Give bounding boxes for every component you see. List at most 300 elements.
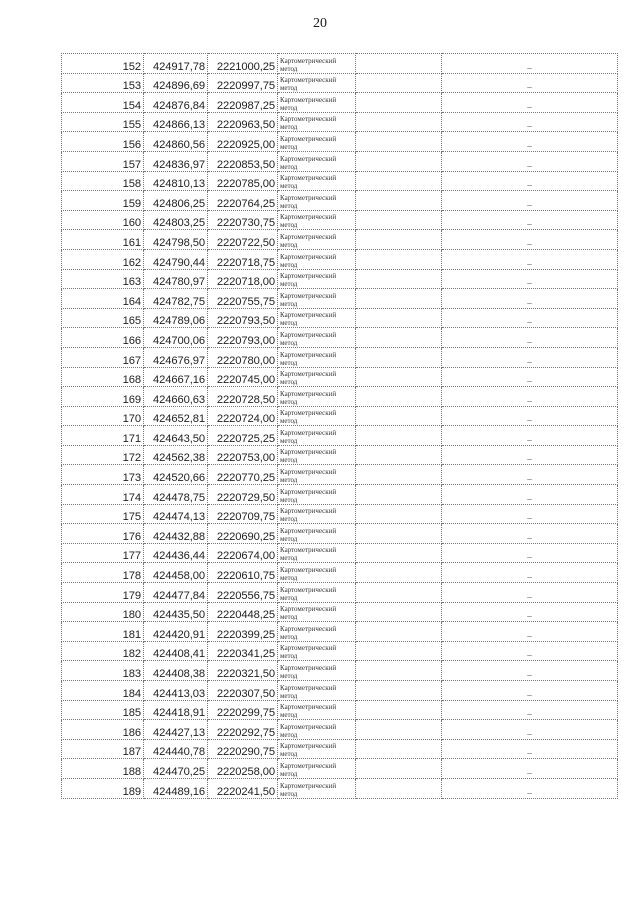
x-coordinate-cell: 424418,91 <box>144 700 208 720</box>
page-number: 20 <box>313 16 327 31</box>
method-cell <box>278 445 356 465</box>
dash-cell: – <box>442 249 618 269</box>
method-cell <box>278 308 356 328</box>
y-coordinate-cell: 2220745,00 <box>208 367 278 387</box>
x-coordinate-cell: 424427,13 <box>144 720 208 740</box>
method-cell <box>278 93 356 113</box>
method-line-1: Картометрический <box>280 389 337 398</box>
dash-cell: – <box>442 191 618 211</box>
point-number-cell: 171 <box>62 426 144 446</box>
dash-cell: – <box>442 112 618 132</box>
empty-cell <box>356 347 442 367</box>
empty-cell <box>356 445 442 465</box>
dash-cell: – <box>442 387 618 407</box>
y-coordinate-cell: 2220258,00 <box>208 759 278 779</box>
y-coordinate-cell: 2220290,75 <box>208 739 278 759</box>
method-line-2: метод <box>280 632 298 641</box>
table-row <box>62 328 618 348</box>
point-number-cell: 181 <box>62 622 144 642</box>
dash-cell: – <box>442 641 618 661</box>
empty-cell <box>356 367 442 387</box>
coordinates-table <box>61 53 618 799</box>
table-row <box>62 73 618 93</box>
dash-cell: – <box>442 563 618 583</box>
method-line-2: метод <box>280 789 298 798</box>
point-number-cell: 185 <box>62 700 144 720</box>
point-number-cell: 183 <box>62 661 144 681</box>
method-line-2: метод <box>280 221 298 230</box>
empty-cell <box>356 308 442 328</box>
point-number-cell: 152 <box>62 54 144 74</box>
table-row <box>62 406 618 426</box>
empty-cell <box>356 504 442 524</box>
method-cell <box>278 681 356 701</box>
method-line-1: Картометрический <box>280 428 337 437</box>
table-row <box>62 112 618 132</box>
empty-cell <box>356 249 442 269</box>
empty-cell <box>356 778 442 798</box>
empty-cell <box>356 210 442 230</box>
method-cell <box>278 485 356 505</box>
method-line-2: метод <box>280 299 298 308</box>
empty-cell <box>356 700 442 720</box>
method-line-1: Картометрический <box>280 605 337 614</box>
method-line-1: Картометрический <box>280 56 337 65</box>
empty-cell <box>356 681 442 701</box>
point-number-cell: 186 <box>62 720 144 740</box>
point-number-cell: 156 <box>62 132 144 152</box>
method-line-2: метод <box>280 182 298 191</box>
method-cell <box>278 249 356 269</box>
table-row <box>62 249 618 269</box>
y-coordinate-cell: 2220722,50 <box>208 230 278 250</box>
y-coordinate-cell: 2220718,75 <box>208 249 278 269</box>
x-coordinate-cell: 424806,25 <box>144 191 208 211</box>
empty-cell <box>356 191 442 211</box>
empty-cell <box>356 230 442 250</box>
x-coordinate-cell: 424836,97 <box>144 151 208 171</box>
y-coordinate-cell: 2220292,75 <box>208 720 278 740</box>
empty-cell <box>356 602 442 622</box>
table-body <box>62 54 618 799</box>
method-line-2: метод <box>280 769 298 778</box>
dash-cell: – <box>442 151 618 171</box>
method-cell <box>278 289 356 309</box>
point-number-cell: 177 <box>62 543 144 563</box>
y-coordinate-cell: 2220730,75 <box>208 210 278 230</box>
x-coordinate-cell: 424700,06 <box>144 328 208 348</box>
point-number-cell: 189 <box>62 778 144 798</box>
table-row <box>62 171 618 191</box>
table-row <box>62 504 618 524</box>
method-cell <box>278 347 356 367</box>
empty-cell <box>356 269 442 289</box>
method-line-1: Картометрический <box>280 742 337 751</box>
dash-cell: – <box>442 700 618 720</box>
table-row <box>62 210 618 230</box>
x-coordinate-cell: 424440,78 <box>144 739 208 759</box>
x-coordinate-cell: 424432,88 <box>144 524 208 544</box>
method-cell <box>278 210 356 230</box>
dash-cell: – <box>442 720 618 740</box>
dash-cell: – <box>442 602 618 622</box>
point-number-cell: 170 <box>62 406 144 426</box>
point-number-cell: 179 <box>62 583 144 603</box>
y-coordinate-cell: 2220963,50 <box>208 112 278 132</box>
method-line-2: метод <box>280 534 298 543</box>
dash-cell: – <box>442 759 618 779</box>
x-coordinate-cell: 424413,03 <box>144 681 208 701</box>
method-line-2: метод <box>280 613 298 622</box>
method-line-1: Картометрический <box>280 252 337 261</box>
method-line-1: Картометрический <box>280 468 337 477</box>
x-coordinate-cell: 424477,84 <box>144 583 208 603</box>
method-line-1: Картометрический <box>280 781 337 790</box>
point-number-cell: 180 <box>62 602 144 622</box>
dash-cell: – <box>442 347 618 367</box>
method-line-1: Картометрический <box>280 644 337 653</box>
point-number-cell: 176 <box>62 524 144 544</box>
dash-cell: – <box>442 54 618 74</box>
method-line-2: метод <box>280 515 298 524</box>
method-line-1: Картометрический <box>280 76 337 85</box>
method-line-1: Картометрический <box>280 272 337 281</box>
method-cell <box>278 406 356 426</box>
x-coordinate-cell: 424667,16 <box>144 367 208 387</box>
method-line-1: Картометрический <box>280 311 337 320</box>
point-number-cell: 178 <box>62 563 144 583</box>
method-cell <box>278 367 356 387</box>
method-cell <box>278 151 356 171</box>
x-coordinate-cell: 424798,50 <box>144 230 208 250</box>
y-coordinate-cell: 2220764,25 <box>208 191 278 211</box>
table-row <box>62 739 618 759</box>
y-coordinate-cell: 2220770,25 <box>208 465 278 485</box>
dash-cell: – <box>442 289 618 309</box>
method-line-1: Картометрический <box>280 95 337 104</box>
table-row <box>62 465 618 485</box>
method-cell <box>278 191 356 211</box>
point-number-cell: 173 <box>62 465 144 485</box>
x-coordinate-cell: 424876,84 <box>144 93 208 113</box>
table-row <box>62 602 618 622</box>
empty-cell <box>356 112 442 132</box>
x-coordinate-cell: 424643,50 <box>144 426 208 446</box>
table-row <box>62 759 618 779</box>
method-line-1: Картометрический <box>280 722 337 731</box>
y-coordinate-cell: 2220321,50 <box>208 661 278 681</box>
method-cell <box>278 387 356 407</box>
dash-cell: – <box>442 132 618 152</box>
dash-cell: – <box>442 426 618 446</box>
method-cell <box>278 112 356 132</box>
point-number-cell: 184 <box>62 681 144 701</box>
method-line-2: метод <box>280 123 298 132</box>
empty-cell <box>356 720 442 740</box>
empty-cell <box>356 132 442 152</box>
point-number-cell: 169 <box>62 387 144 407</box>
point-number-cell: 188 <box>62 759 144 779</box>
method-line-2: метод <box>280 750 298 759</box>
method-cell <box>278 504 356 524</box>
y-coordinate-cell: 2220785,00 <box>208 171 278 191</box>
method-line-1: Картометрический <box>280 193 337 202</box>
empty-cell <box>356 543 442 563</box>
table-row <box>62 347 618 367</box>
y-coordinate-cell: 2220793,00 <box>208 328 278 348</box>
method-line-1: Картометрический <box>280 585 337 594</box>
empty-cell <box>356 524 442 544</box>
method-cell <box>278 583 356 603</box>
table-row <box>62 543 618 563</box>
point-number-cell: 174 <box>62 485 144 505</box>
dash-cell: – <box>442 230 618 250</box>
method-cell <box>278 602 356 622</box>
table-row <box>62 681 618 701</box>
method-line-1: Картометрический <box>280 350 337 359</box>
empty-cell <box>356 426 442 446</box>
y-coordinate-cell: 2220755,75 <box>208 289 278 309</box>
method-line-1: Картометрический <box>280 664 337 672</box>
x-coordinate-cell: 424660,63 <box>144 387 208 407</box>
point-number-cell: 175 <box>62 504 144 524</box>
point-number-cell: 166 <box>62 328 144 348</box>
empty-cell <box>356 151 442 171</box>
dash-cell: – <box>442 778 618 798</box>
method-cell <box>278 230 356 250</box>
x-coordinate-cell: 424652,81 <box>144 406 208 426</box>
method-line-1: Картометрический <box>280 370 337 379</box>
method-line-1: Картометрический <box>280 134 337 143</box>
method-line-2: метод <box>280 240 298 249</box>
x-coordinate-cell: 424436,44 <box>144 543 208 563</box>
dash-cell: – <box>442 171 618 191</box>
x-coordinate-cell: 424803,25 <box>144 210 208 230</box>
dash-cell: – <box>442 328 618 348</box>
method-cell <box>278 641 356 661</box>
x-coordinate-cell: 424866,13 <box>144 112 208 132</box>
table-row <box>62 367 618 387</box>
x-coordinate-cell: 424435,50 <box>144 602 208 622</box>
point-number-cell: 172 <box>62 445 144 465</box>
dash-cell: – <box>442 681 618 701</box>
point-number-cell: 168 <box>62 367 144 387</box>
empty-cell <box>356 661 442 681</box>
method-cell <box>278 524 356 544</box>
x-coordinate-cell: 424917,78 <box>144 54 208 74</box>
method-cell <box>278 328 356 348</box>
table-row <box>62 93 618 113</box>
method-line-2: метод <box>280 730 298 739</box>
dash-cell: – <box>442 583 618 603</box>
table-row <box>62 641 618 661</box>
point-number-cell: 157 <box>62 151 144 171</box>
point-number-cell: 159 <box>62 191 144 211</box>
point-number-cell: 165 <box>62 308 144 328</box>
method-line-1: Картометрический <box>280 154 337 163</box>
method-cell <box>278 661 356 681</box>
table-row <box>62 151 618 171</box>
empty-cell <box>356 465 442 485</box>
method-line-1: Картометрический <box>280 526 337 535</box>
y-coordinate-cell: 2220709,75 <box>208 504 278 524</box>
dash-cell: – <box>442 485 618 505</box>
method-line-2: метод <box>280 554 298 563</box>
method-cell <box>278 759 356 779</box>
y-coordinate-cell: 2220241,50 <box>208 778 278 798</box>
dash-cell: – <box>442 269 618 289</box>
method-line-2: метод <box>280 711 298 720</box>
point-number-cell: 182 <box>62 641 144 661</box>
x-coordinate-cell: 424420,91 <box>144 622 208 642</box>
method-line-1: Картометрический <box>280 703 337 712</box>
method-line-1: Картометрический <box>280 232 337 241</box>
point-number-cell: 161 <box>62 230 144 250</box>
y-coordinate-cell: 2220690,25 <box>208 524 278 544</box>
empty-cell <box>356 328 442 348</box>
table-row <box>62 700 618 720</box>
table-row <box>62 269 618 289</box>
method-line-1: Картометрический <box>280 546 337 555</box>
dash-cell: – <box>442 367 618 387</box>
method-line-2: метод <box>280 476 298 485</box>
method-line-2: метод <box>280 672 298 680</box>
y-coordinate-cell: 2220925,00 <box>208 132 278 152</box>
table-row <box>62 563 618 583</box>
empty-cell <box>356 563 442 583</box>
method-cell <box>278 171 356 191</box>
dash-cell: – <box>442 406 618 426</box>
method-line-1: Картометрический <box>280 624 337 633</box>
method-line-2: метод <box>280 338 298 347</box>
y-coordinate-cell: 2220674,00 <box>208 543 278 563</box>
x-coordinate-cell: 424470,25 <box>144 759 208 779</box>
dash-cell: – <box>442 93 618 113</box>
dash-cell: – <box>442 504 618 524</box>
method-line-1: Картометрический <box>280 683 337 692</box>
method-cell <box>278 73 356 93</box>
y-coordinate-cell: 2220448,25 <box>208 602 278 622</box>
method-line-2: метод <box>280 652 298 661</box>
dash-cell: – <box>442 210 618 230</box>
point-number-cell: 158 <box>62 171 144 191</box>
empty-cell <box>356 54 442 74</box>
y-coordinate-cell: 2220307,50 <box>208 681 278 701</box>
x-coordinate-cell: 424474,13 <box>144 504 208 524</box>
y-coordinate-cell: 2220987,25 <box>208 93 278 113</box>
method-line-2: метод <box>280 495 298 504</box>
method-line-2: метод <box>280 436 298 445</box>
point-number-cell: 163 <box>62 269 144 289</box>
method-line-2: метод <box>280 456 298 465</box>
method-line-1: Картометрический <box>280 330 337 339</box>
method-line-2: метод <box>280 260 298 269</box>
table-row <box>62 132 618 152</box>
x-coordinate-cell: 424478,75 <box>144 485 208 505</box>
x-coordinate-cell: 424520,66 <box>144 465 208 485</box>
point-number-cell: 162 <box>62 249 144 269</box>
point-number-cell: 167 <box>62 347 144 367</box>
x-coordinate-cell: 424408,38 <box>144 661 208 681</box>
x-coordinate-cell: 424782,75 <box>144 289 208 309</box>
empty-cell <box>356 387 442 407</box>
x-coordinate-cell: 424489,16 <box>144 778 208 798</box>
method-cell <box>278 54 356 74</box>
x-coordinate-cell: 424562,38 <box>144 445 208 465</box>
dash-cell: – <box>442 308 618 328</box>
method-cell <box>278 778 356 798</box>
method-line-1: Картометрический <box>280 291 337 300</box>
method-line-1: Картометрический <box>280 213 337 222</box>
point-number-cell: 187 <box>62 739 144 759</box>
empty-cell <box>356 93 442 113</box>
table-row <box>62 54 618 74</box>
method-cell <box>278 563 356 583</box>
dash-cell: – <box>442 661 618 681</box>
method-cell <box>278 269 356 289</box>
method-line-1: Картометрический <box>280 409 337 418</box>
y-coordinate-cell: 2220725,25 <box>208 426 278 446</box>
y-coordinate-cell: 2220997,75 <box>208 73 278 93</box>
table-row <box>62 191 618 211</box>
y-coordinate-cell: 2220299,75 <box>208 700 278 720</box>
dash-cell: – <box>442 445 618 465</box>
table-row <box>62 387 618 407</box>
method-cell <box>278 426 356 446</box>
table-row <box>62 308 618 328</box>
x-coordinate-cell: 424810,13 <box>144 171 208 191</box>
method-line-2: метод <box>280 201 298 210</box>
empty-cell <box>356 583 442 603</box>
method-line-1: Картометрический <box>280 761 337 770</box>
point-number-cell: 155 <box>62 112 144 132</box>
method-line-2: метод <box>280 142 298 151</box>
x-coordinate-cell: 424896,69 <box>144 73 208 93</box>
point-number-cell: 153 <box>62 73 144 93</box>
method-line-1: Картометрический <box>280 507 337 516</box>
empty-cell <box>356 759 442 779</box>
method-line-1: Картометрический <box>280 566 337 575</box>
method-cell <box>278 622 356 642</box>
y-coordinate-cell: 2220780,00 <box>208 347 278 367</box>
method-line-1: Картометрический <box>280 174 337 183</box>
point-number-cell: 154 <box>62 93 144 113</box>
y-coordinate-cell: 2220556,75 <box>208 583 278 603</box>
x-coordinate-cell: 424408,41 <box>144 641 208 661</box>
method-line-1: Картометрический <box>280 115 337 124</box>
method-line-2: метод <box>280 378 298 387</box>
y-coordinate-cell: 2220729,50 <box>208 485 278 505</box>
empty-cell <box>356 171 442 191</box>
empty-cell <box>356 73 442 93</box>
table-row <box>62 583 618 603</box>
method-line-2: метод <box>280 574 298 583</box>
method-cell <box>278 700 356 720</box>
point-number-cell: 164 <box>62 289 144 309</box>
method-line-2: метод <box>280 162 298 171</box>
y-coordinate-cell: 2220728,50 <box>208 387 278 407</box>
method-line-2: метод <box>280 319 298 328</box>
y-coordinate-cell: 2220610,75 <box>208 563 278 583</box>
method-line-2: метод <box>280 358 298 367</box>
table-row <box>62 778 618 798</box>
empty-cell <box>356 641 442 661</box>
x-coordinate-cell: 424860,56 <box>144 132 208 152</box>
x-coordinate-cell: 424458,00 <box>144 563 208 583</box>
empty-cell <box>356 622 442 642</box>
table-row <box>62 524 618 544</box>
dash-cell: – <box>442 739 618 759</box>
